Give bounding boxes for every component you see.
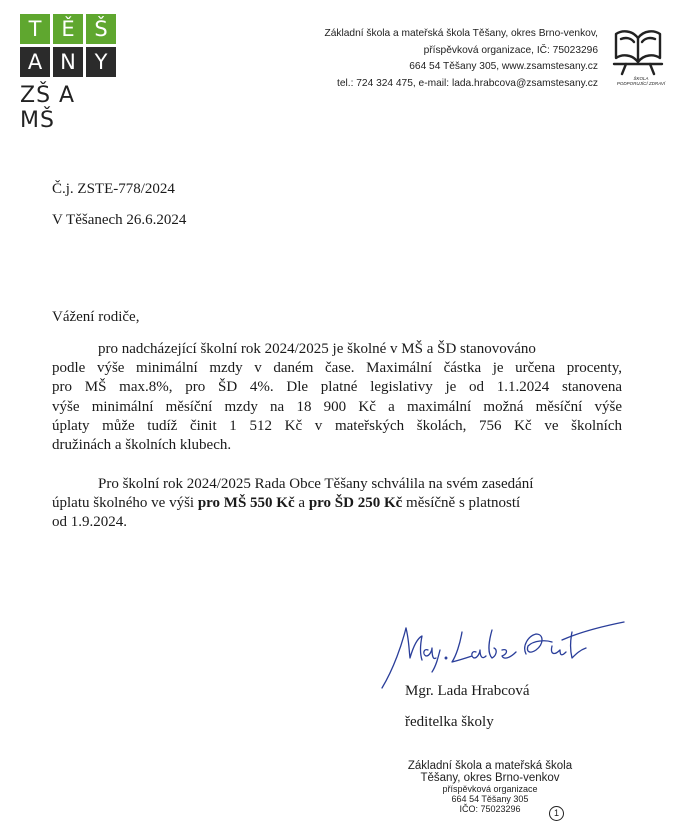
fee-sd-amount: pro ŠD 250 Kč [308,495,403,512]
stamp-line: Těšany, okres Brno-venkov [420,772,560,784]
logo-letter-a: A [20,47,50,77]
place-and-date: V Těšanech 26.6.2024 [52,212,187,228]
handwritten-signature [376,610,626,690]
header-line-name: Základní škola a mateřská škola Těšany, okres Brno-venkov, [324,28,598,39]
logo-letter-s: Š [86,14,116,44]
greeting: Vážení rodiče, [52,309,140,325]
text-line: úplatu školného ve výši pro MŠ 550 Kč a pro ŠD 250 Kč měsíčně s platností [52,495,521,512]
logo-letter-t: T [20,14,50,44]
fee-ms-amount: pro MŠ 550 Kč [197,495,295,512]
header-line-organization: příspěvková organizace, IČ: 75023296 [423,44,598,56]
logo-letter-n: N [53,47,83,77]
logo-letter-y: Y [86,47,116,77]
text-line: podle výše minimální mzdy v daném čase. Maximální částka je určena procenty, [52,360,622,377]
signer-role: ředitelka školy [405,714,494,730]
logo-subtitle: ZŠ A MŠ [20,83,76,133]
logo-grid [20,14,116,77]
text-line: družinách a školních klubech. [52,437,232,454]
stamp-line: příspěvková organizace [442,784,538,794]
text-line: výše minimální měsíční mzdy na 18 900 Kč a maximální možná měsíční výše [52,398,622,415]
stamp-number-mark: 1 [549,806,564,821]
signer-name: Mgr. Lada Hrabcová [405,683,530,699]
text-line: od 1.9.2024. [52,514,127,531]
stamp-line: 664 54 Těšany 305 [451,794,529,804]
emblem-caption: ŠKOLA PODPORUJÍCÍ ZDRAVÍ [616,76,666,86]
school-logo [20,14,116,133]
text-line: pro nadcházející školní rok 2024/2025 je školné v MŠ a ŠD stanovováno [98,341,536,357]
school-header [325,26,598,92]
header-line-address: 664 54 Těšany 305, www.zsamstesany.cz [409,61,598,72]
header-line-contact: tel.: 724 324 475, e-mail: lada.hrabcova@zsamstesany.cz [336,77,598,89]
open-book-emblem-icon [612,24,664,80]
text-line: úplaty může tudíž činit 1 512 Kč v mateřských školách, 756 Kč ve školních [52,417,622,434]
reference-number: Č.j. ZSTE-778/2024 [52,181,175,197]
paragraph-approved-fees [52,475,622,533]
text-line: pro MŠ max.8%, pro ŠD 4%. Dle platné legislativy je od 1.1.2024 stanovena [52,379,622,396]
logo-letter-e: Ě [53,14,83,44]
paragraph-fee-rules [52,340,622,455]
text-line: Pro školní rok 2024/2025 Rada Obce Těšany schválila na svém zasedání [98,476,534,492]
stamp-line: Základní škola a mateřská škola [407,760,573,772]
stamp-line: IČO: 75023296 [459,804,521,814]
